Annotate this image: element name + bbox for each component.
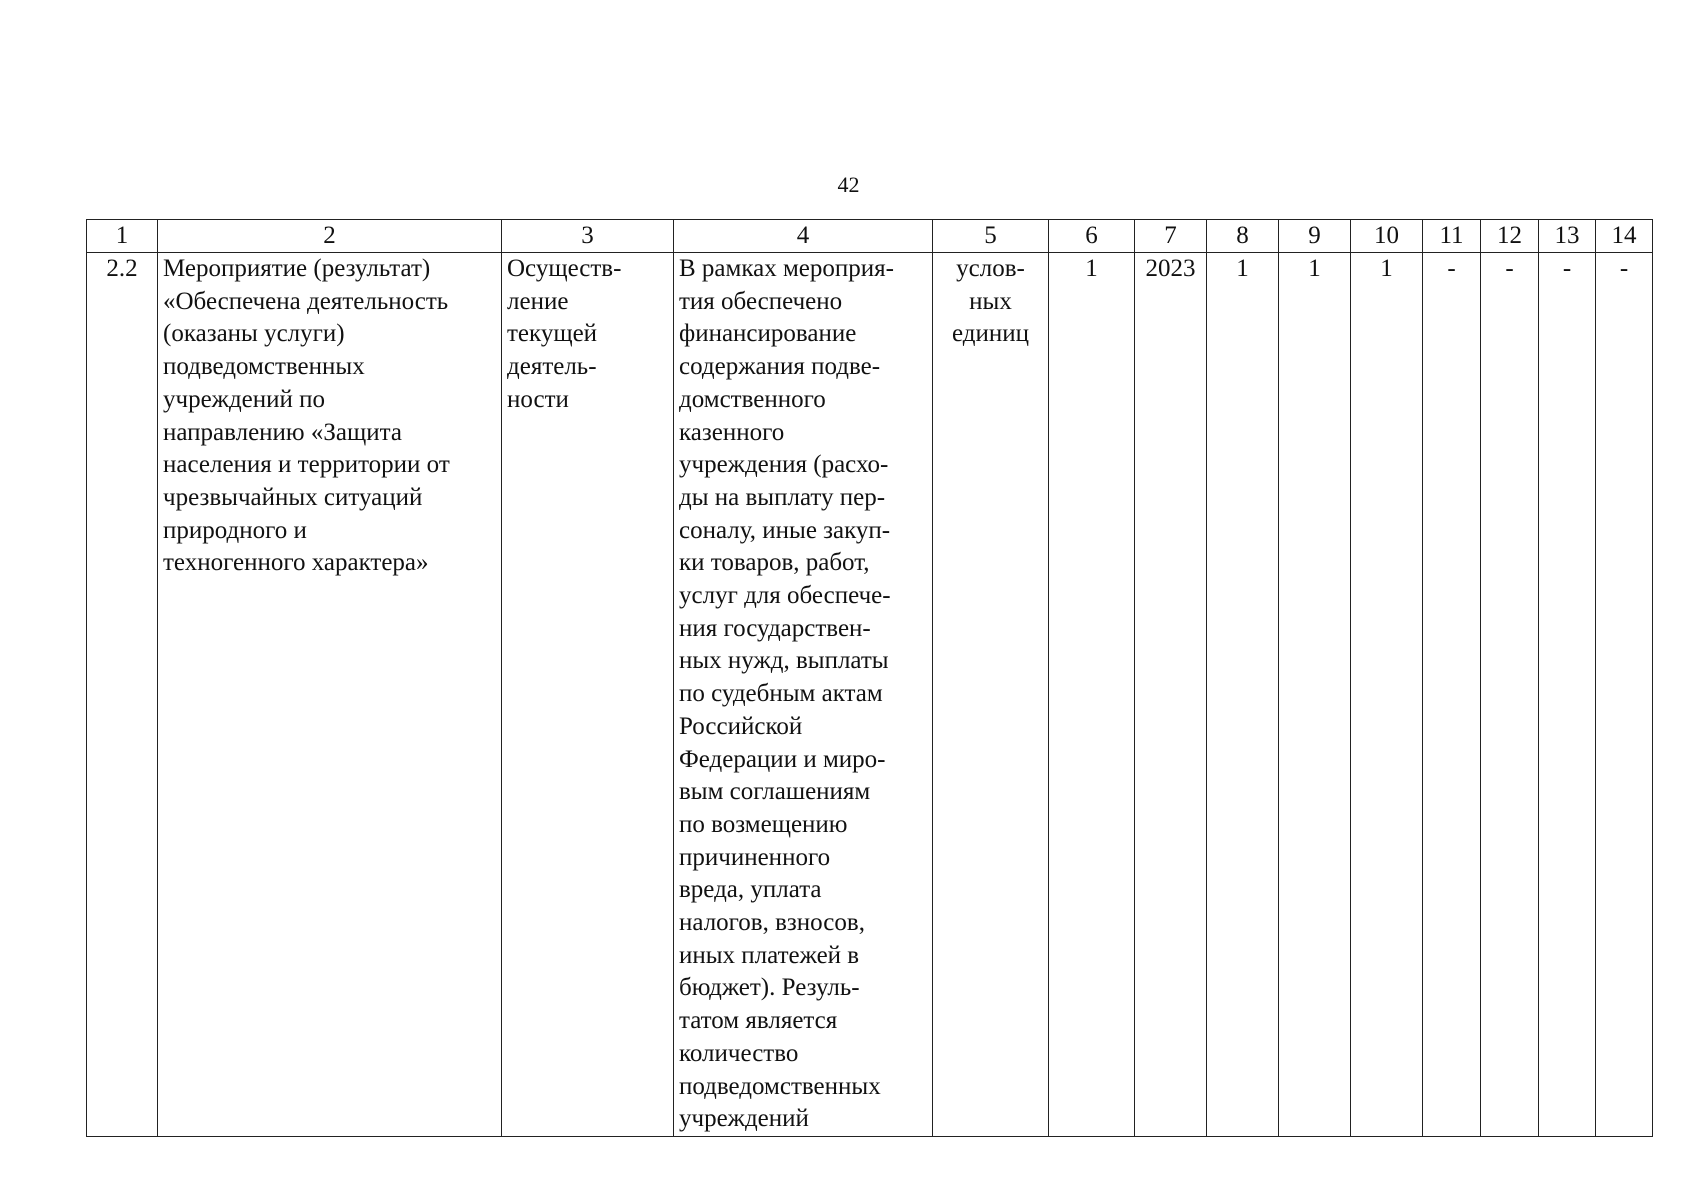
activity-description — [674, 253, 933, 1137]
header-cell: 12 — [1481, 220, 1539, 253]
header-cell: 7 — [1135, 220, 1207, 253]
table-header-row — [87, 220, 1653, 253]
text-line: содержания подве- — [679, 353, 881, 381]
header-cell: 3 — [502, 220, 674, 253]
header-cell: 4 — [674, 220, 933, 253]
text-line: чрезвычайных ситуаций — [163, 483, 423, 511]
header-cell: 13 — [1539, 220, 1596, 253]
cell-14: - — [1596, 253, 1653, 1137]
activity-name — [158, 253, 502, 1137]
text-line: подведомственных — [163, 353, 365, 381]
header-cell: 14 — [1596, 220, 1653, 253]
text-line: по возмещению — [679, 810, 848, 838]
text-line: направлению «Защита — [163, 418, 402, 446]
text-line: учреждений — [679, 1105, 809, 1133]
text-line: ки товаров, работ, — [679, 549, 870, 577]
cell-7: 2023 — [1135, 253, 1207, 1137]
page-number: 42 — [837, 172, 860, 197]
data-table — [86, 219, 1653, 1137]
text-line: ных нужд, выплаты — [679, 647, 889, 675]
cell-13: - — [1539, 253, 1596, 1137]
text-line: казенного — [679, 418, 785, 446]
text-line: татом является — [679, 1007, 838, 1035]
text-line: вреда, уплата — [679, 876, 822, 904]
header-cell: 9 — [1279, 220, 1351, 253]
text-line: услов- — [956, 255, 1025, 282]
text-line: Российской — [679, 712, 803, 740]
unit-of-measure — [933, 253, 1049, 1137]
header-cell: 2 — [158, 220, 502, 253]
text-line: соналу, иные закуп- — [679, 516, 891, 544]
text-line: ности — [507, 385, 569, 413]
text-line: тия обеспечено — [679, 287, 843, 315]
text-line: подведомственных — [679, 1072, 881, 1100]
cell-11: - — [1423, 253, 1481, 1137]
text-line: учреждения (расхо- — [679, 451, 889, 479]
text-line: вым соглашениям — [679, 778, 871, 806]
text-line: Федерации и миро- — [679, 745, 886, 773]
text-line: В рамках мероприя- — [679, 255, 894, 282]
text-line: ния государствен- — [679, 614, 871, 642]
header-cell: 6 — [1049, 220, 1135, 253]
cell-8: 1 — [1207, 253, 1279, 1137]
text-line: природного и — [163, 516, 307, 544]
header-cell: 8 — [1207, 220, 1279, 253]
cell-9: 1 — [1279, 253, 1351, 1137]
text-line: иных платежей в — [679, 941, 860, 969]
text-line: по судебным актам — [679, 680, 883, 708]
table-row — [87, 253, 1653, 1137]
text-line: налогов, взносов, — [679, 909, 865, 937]
text-line: причиненного — [679, 843, 831, 871]
cell-6: 1 — [1049, 253, 1135, 1137]
text-line: «Обеспечена деятельность — [163, 287, 449, 315]
header-cell: 1 — [87, 220, 158, 253]
text-line: населения и территории от — [163, 451, 450, 479]
text-line: количество — [679, 1039, 799, 1067]
text-line: текущей — [507, 320, 598, 348]
cell-12: - — [1481, 253, 1539, 1137]
text-line: домственного — [679, 385, 826, 413]
text-line: ных — [969, 287, 1012, 315]
text-line: учреждений по — [163, 385, 326, 413]
header-cell: 10 — [1351, 220, 1423, 253]
cell-10: 1 — [1351, 253, 1423, 1137]
text-line: бюджет). Резуль- — [679, 974, 860, 1002]
text-line: Осуществ- — [507, 255, 622, 282]
text-line: техногенного характера» — [163, 549, 429, 577]
text-line: ление — [507, 287, 569, 315]
text-line: деятель- — [507, 353, 597, 381]
activity-type — [502, 253, 674, 1137]
header-cell: 5 — [933, 220, 1049, 253]
row-number: 2.2 — [87, 253, 158, 1137]
text-line: Мероприятие (результат) — [163, 255, 431, 282]
text-line: финансирование — [679, 320, 857, 348]
text-line: единиц — [951, 320, 1029, 348]
header-cell: 11 — [1423, 220, 1481, 253]
text-line: ды на выплату пер- — [679, 483, 886, 511]
text-line: (оказаны услуги) — [163, 320, 345, 348]
text-line: услуг для обеспече- — [679, 582, 891, 610]
